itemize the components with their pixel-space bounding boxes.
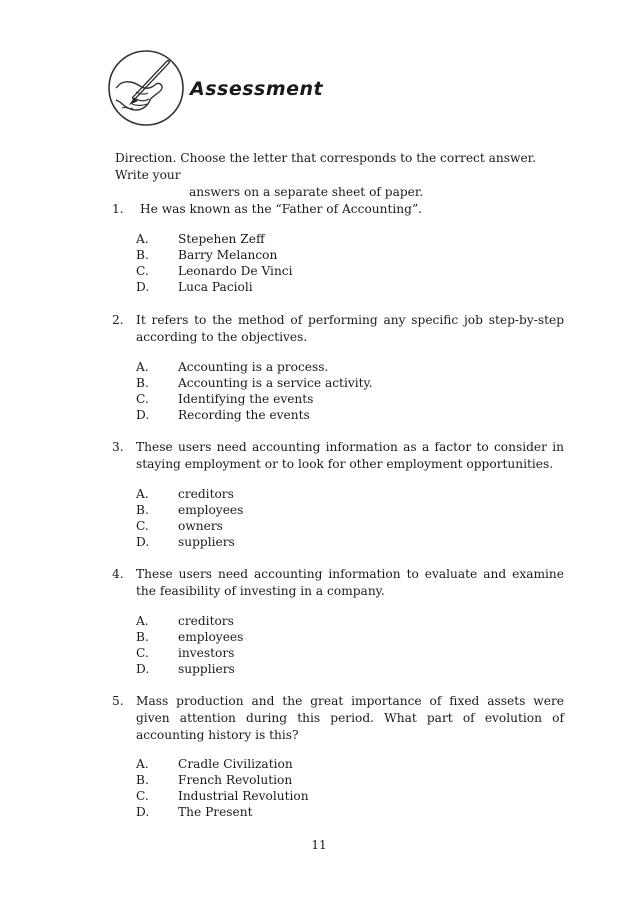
question-3 — [112, 439, 564, 473]
option-text: suppliers — [178, 535, 235, 549]
option-text: The Present — [178, 805, 253, 819]
question-text: He was known as the “Father of Accounting”. — [140, 202, 423, 216]
option-letter: C. — [136, 392, 149, 406]
option-text: investors — [178, 646, 235, 660]
page-number: 11 — [311, 838, 327, 852]
question-number: 5. — [112, 694, 124, 708]
direction-text — [115, 150, 565, 201]
option-letter: B. — [136, 773, 149, 787]
option-letter: B. — [136, 248, 149, 262]
option-letter: D. — [136, 662, 150, 676]
page-title: Assessment — [190, 78, 324, 100]
option-letter: D. — [136, 805, 150, 819]
option-text: Luca Pacioli — [178, 280, 253, 294]
option-text: Barry Melancon — [178, 248, 278, 262]
question-4 — [112, 566, 564, 600]
option-letter: A. — [136, 232, 149, 246]
option-text: Cradle Civilization — [178, 757, 293, 771]
question-number: 2. — [112, 313, 124, 327]
question-1 — [112, 201, 564, 218]
option-text: creditors — [178, 487, 234, 501]
option-letter: D. — [136, 408, 150, 422]
question-number: 3. — [112, 440, 124, 454]
option-letter: A. — [136, 360, 149, 374]
option-letter: C. — [136, 264, 149, 278]
question-text: It refers to the method of performing any specific job step-by-step according to the objectives. — [136, 313, 564, 344]
question-text: Mass production and the great importance of fixed assets were given attention during this period. What part of evolution of accounting history is this? — [136, 694, 564, 742]
hand-writing-pencil-icon — [106, 48, 186, 128]
option-text: Accounting is a service activity. — [178, 376, 373, 390]
option-text: Identifying the events — [178, 392, 314, 406]
option-letter: D. — [136, 280, 150, 294]
direction-line-1: Direction. Choose the letter that corresponds to the correct answer. Write your — [115, 151, 537, 182]
option-text: employees — [178, 503, 244, 517]
option-text: Accounting is a process. — [178, 360, 329, 374]
option-letter: B. — [136, 630, 149, 644]
option-letter: A. — [136, 487, 149, 501]
option-text: Stepehen Zeff — [178, 232, 265, 246]
option-text: owners — [178, 519, 223, 533]
option-text: Leonardo De Vinci — [178, 264, 293, 278]
direction-line-2: answers on a separate sheet of paper. — [189, 185, 424, 199]
question-number: 1. — [112, 202, 124, 216]
option-letter: C. — [136, 646, 149, 660]
option-letter: D. — [136, 535, 150, 549]
option-letter: B. — [136, 503, 149, 517]
option-text: creditors — [178, 614, 234, 628]
question-2 — [112, 312, 564, 346]
option-letter: C. — [136, 519, 149, 533]
option-text: French Revolution — [178, 773, 293, 787]
question-text: These users need accounting information as a factor to consider in staying employment or to look for other employment opportunities. — [136, 440, 564, 471]
option-text: employees — [178, 630, 244, 644]
option-text: suppliers — [178, 662, 235, 676]
question-5 — [112, 693, 564, 744]
option-text: Recording the events — [178, 408, 310, 422]
option-text: Industrial Revolution — [178, 789, 309, 803]
option-letter: B. — [136, 376, 149, 390]
option-letter: A. — [136, 614, 149, 628]
question-number: 4. — [112, 567, 124, 581]
option-letter: A. — [136, 757, 149, 771]
option-letter: C. — [136, 789, 149, 803]
question-text: These users need accounting information to evaluate and examine the feasibility of investing in a company. — [136, 567, 564, 598]
